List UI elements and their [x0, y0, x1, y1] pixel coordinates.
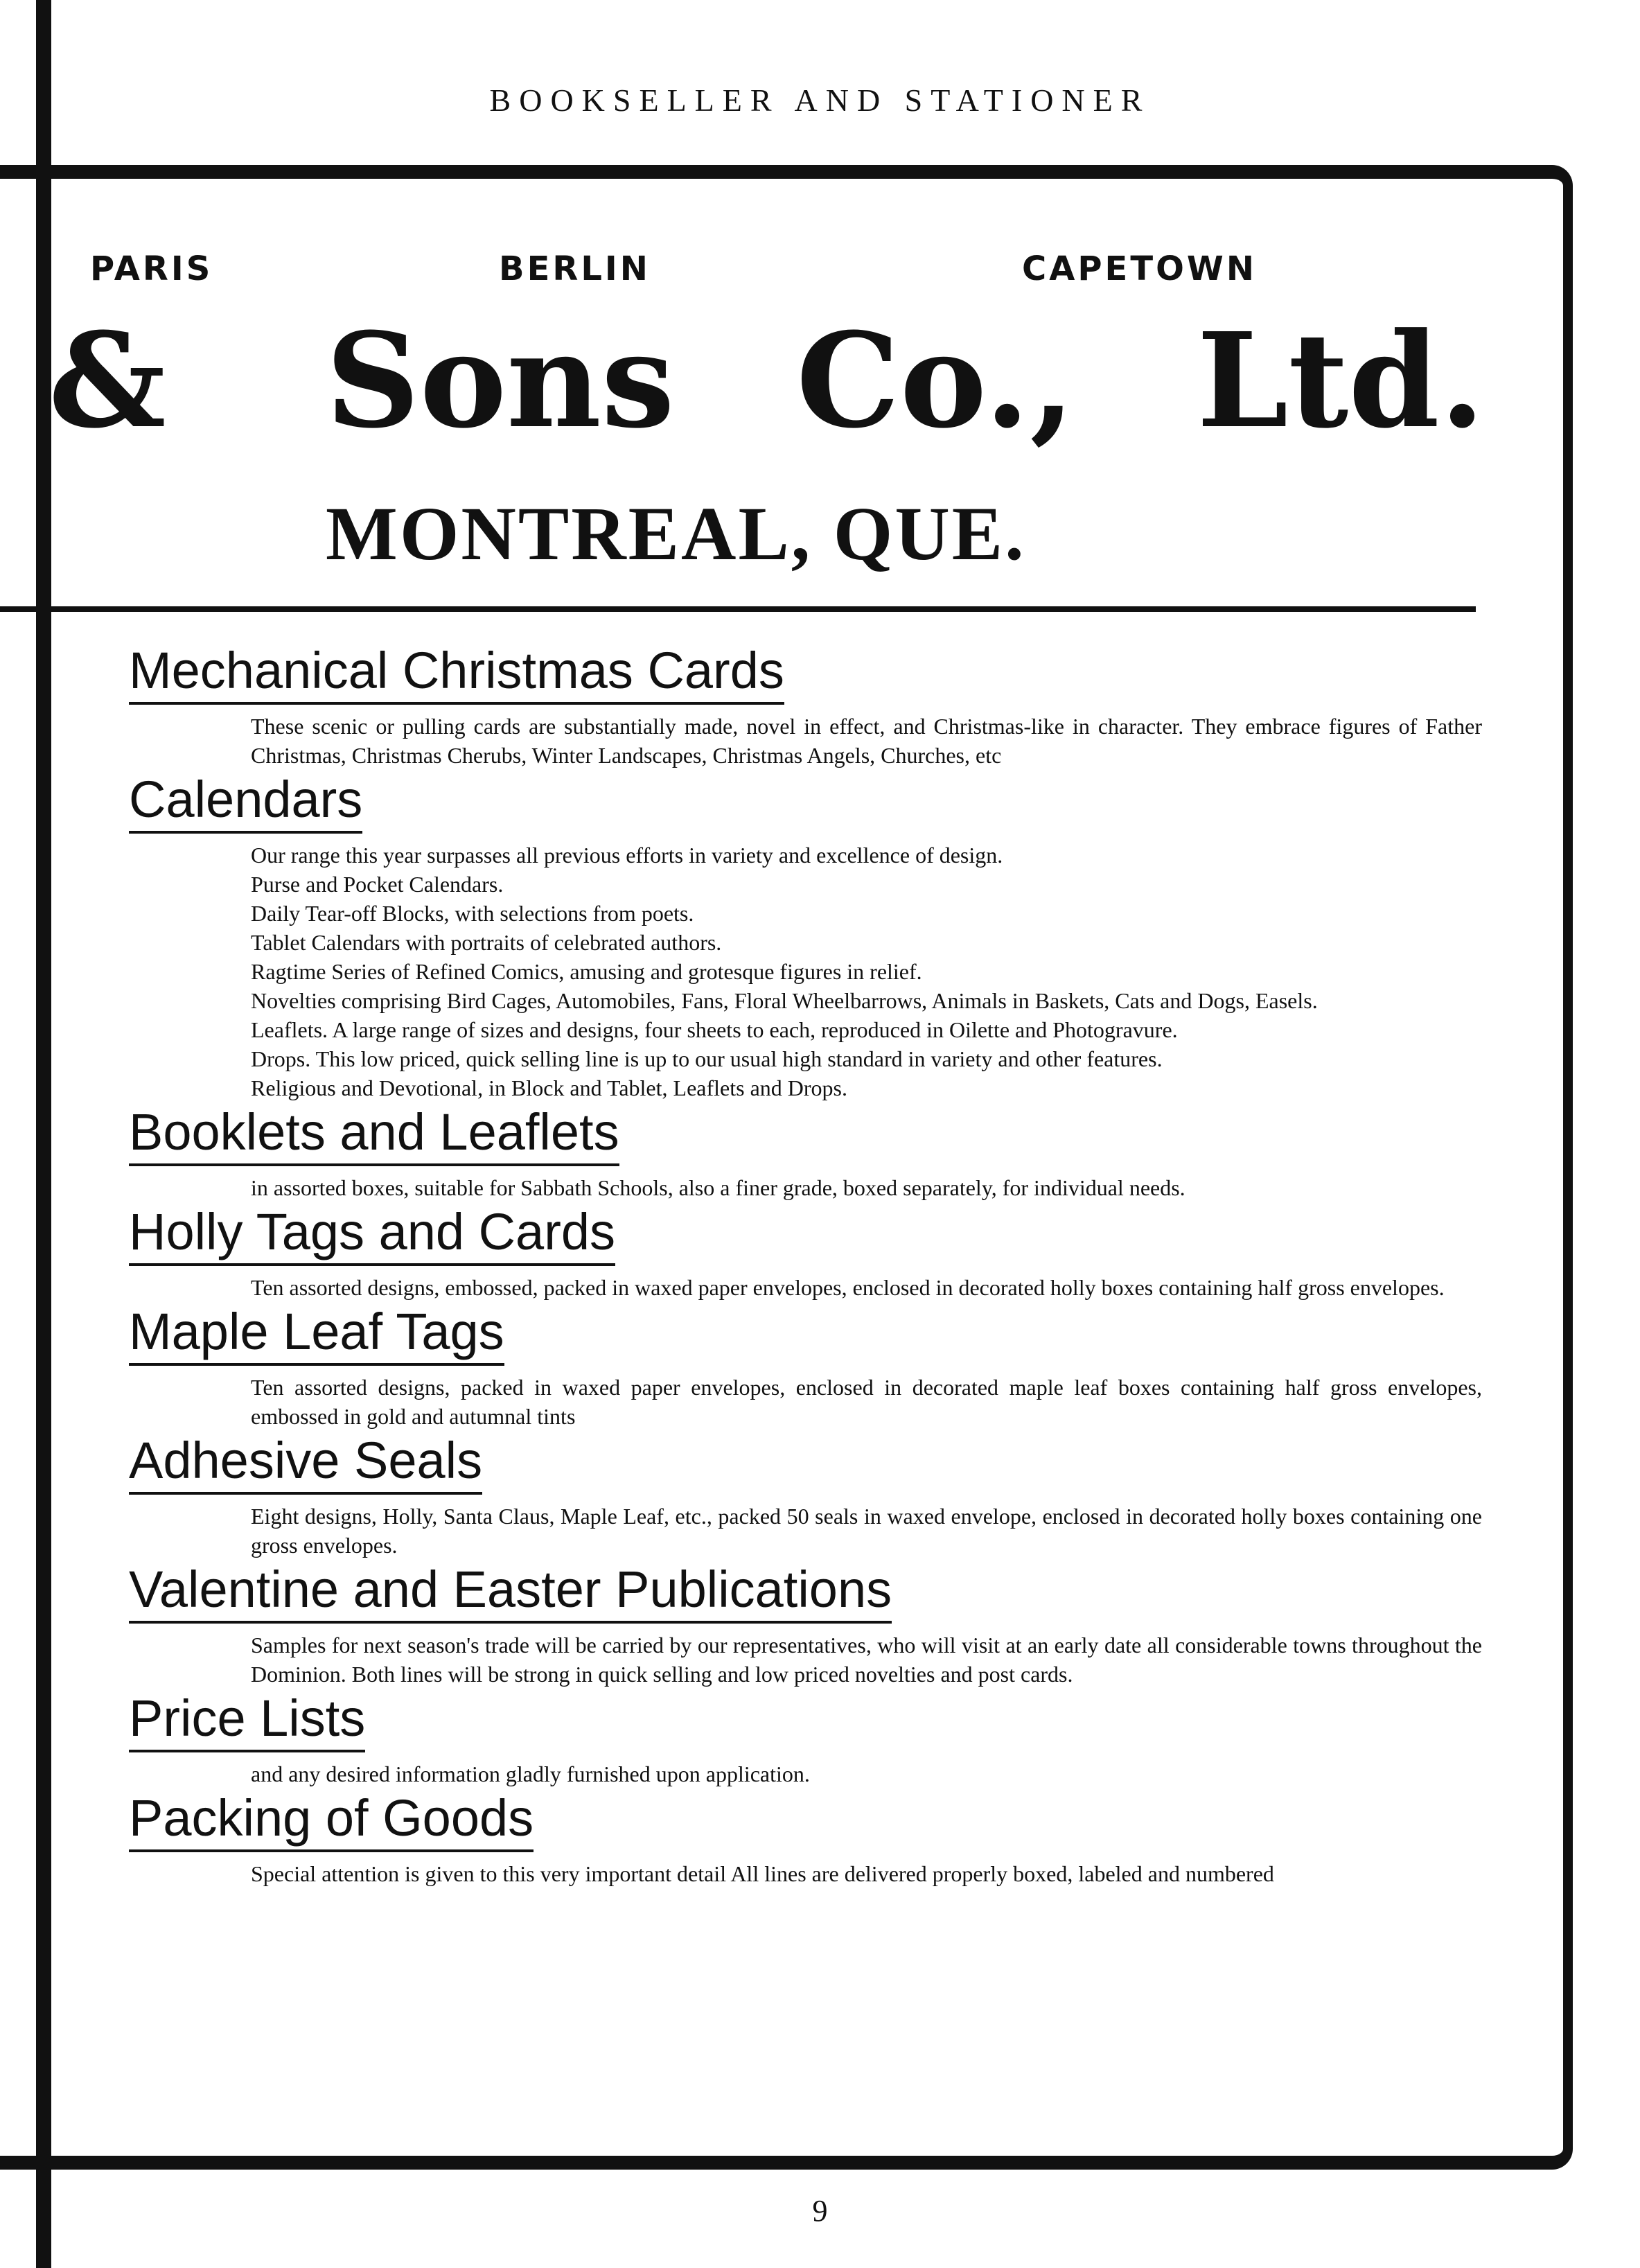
section-text: These scenic or pulling cards are substantially made, novel in effect, and Christmas-like in character. They embrace figures of Father Christmas, Christmas Cherubs, Winter Landscapes, Christmas Angels, Churches, etc — [251, 714, 1482, 768]
city-capetown: CAPETOWN — [1022, 249, 1258, 288]
section-packing-of-goods — [129, 1788, 1480, 1888]
section-heading: Calendars — [129, 770, 362, 834]
company-title: Sons Co., Ltd. — [326, 304, 1485, 457]
section-adhesive-seals — [129, 1431, 1480, 1560]
company-ampersand: & — [49, 304, 166, 457]
section-booklets-and-leaflets — [129, 1102, 1480, 1202]
section-mechanical-christmas-cards — [129, 641, 1480, 770]
calendar-item: Leaflets. A large range of sizes and designs, four sheets to each, reproduced in Oilette and Photogravure. — [251, 1017, 1178, 1042]
section-price-lists — [129, 1689, 1480, 1788]
section-text: Special attention is given to this very important detail All lines are delivered properly boxed, labeled and numbered — [251, 1861, 1274, 1886]
running-head: BOOKSELLER AND STATIONER — [489, 82, 1151, 118]
calendar-item: Novelties comprising Bird Cages, Automobiles, Fans, Floral Wheelbarrows, Animals in Baskets, Cats and Dogs, Easels. — [251, 988, 1318, 1013]
section-heading: Mechanical Christmas Cards — [129, 641, 784, 705]
city-berlin: BERLIN — [499, 249, 651, 288]
section-heading: Valentine and Easter Publications — [129, 1560, 892, 1624]
city-paris: PARIS — [90, 249, 213, 288]
section-heading: Packing of Goods — [129, 1788, 534, 1852]
section-heading: Adhesive Seals — [129, 1431, 482, 1495]
section-text: Eight designs, Holly, Santa Claus, Maple Leaf, etc., packed 50 seals in waxed envelope, enclosed in decorated holly boxes containing one gross envelopes. — [251, 1504, 1482, 1558]
section-text: in assorted boxes, suitable for Sabbath Schools, also a finer grade, boxed separately, for individual needs. — [251, 1175, 1185, 1200]
section-maple-leaf-tags — [129, 1302, 1480, 1431]
calendar-item: Drops. This low priced, quick selling line is up to our usual high standard in variety and other features. — [251, 1046, 1163, 1071]
calendar-item: Tablet Calendars with portraits of celebrated authors. — [251, 930, 722, 955]
header-rule — [0, 606, 1476, 612]
calendar-item: Purse and Pocket Calendars. — [251, 872, 504, 897]
section-holly-tags-and-cards — [129, 1202, 1480, 1302]
page-number: 9 — [812, 2194, 828, 2228]
calendar-item: Daily Tear-off Blocks, with selections from poets. — [251, 901, 694, 926]
section-text: Samples for next season's trade will be carried by our representatives, who will visit at an early date all considerable towns throughout the Dominion. Both lines will be strong in quick selling and low priced novelties and post cards. — [251, 1633, 1482, 1687]
city-line: MONTREAL, QUE. — [326, 491, 1026, 576]
section-heading: Booklets and Leaflets — [129, 1102, 619, 1166]
section-text: Ten assorted designs, embossed, packed in waxed paper envelopes, enclosed in decorated holly boxes containing half gross envelopes. — [251, 1275, 1445, 1300]
section-text: Ten assorted designs, packed in waxed paper envelopes, enclosed in decorated maple leaf boxes containing half gross envelopes, embossed in gold and autumnal tints — [251, 1375, 1482, 1429]
section-heading: Maple Leaf Tags — [129, 1302, 504, 1366]
calendar-item: Our range this year surpasses all previous efforts in variety and excellence of design. — [251, 843, 1003, 868]
calendar-item: Ragtime Series of Refined Comics, amusing and grotesque figures in relief. — [251, 959, 922, 984]
company-name — [49, 304, 1504, 457]
section-text: and any desired information gladly furnished upon application. — [251, 1761, 810, 1786]
section-heading: Price Lists — [129, 1689, 365, 1752]
branch-cities — [0, 249, 1640, 291]
section-heading: Holly Tags and Cards — [129, 1202, 615, 1266]
section-calendars — [129, 770, 1480, 1102]
product-sections — [129, 641, 1480, 1888]
calendar-item: Religious and Devotional, in Block and Tablet, Leaflets and Drops. — [251, 1075, 847, 1100]
section-valentine-and-easter — [129, 1560, 1480, 1689]
